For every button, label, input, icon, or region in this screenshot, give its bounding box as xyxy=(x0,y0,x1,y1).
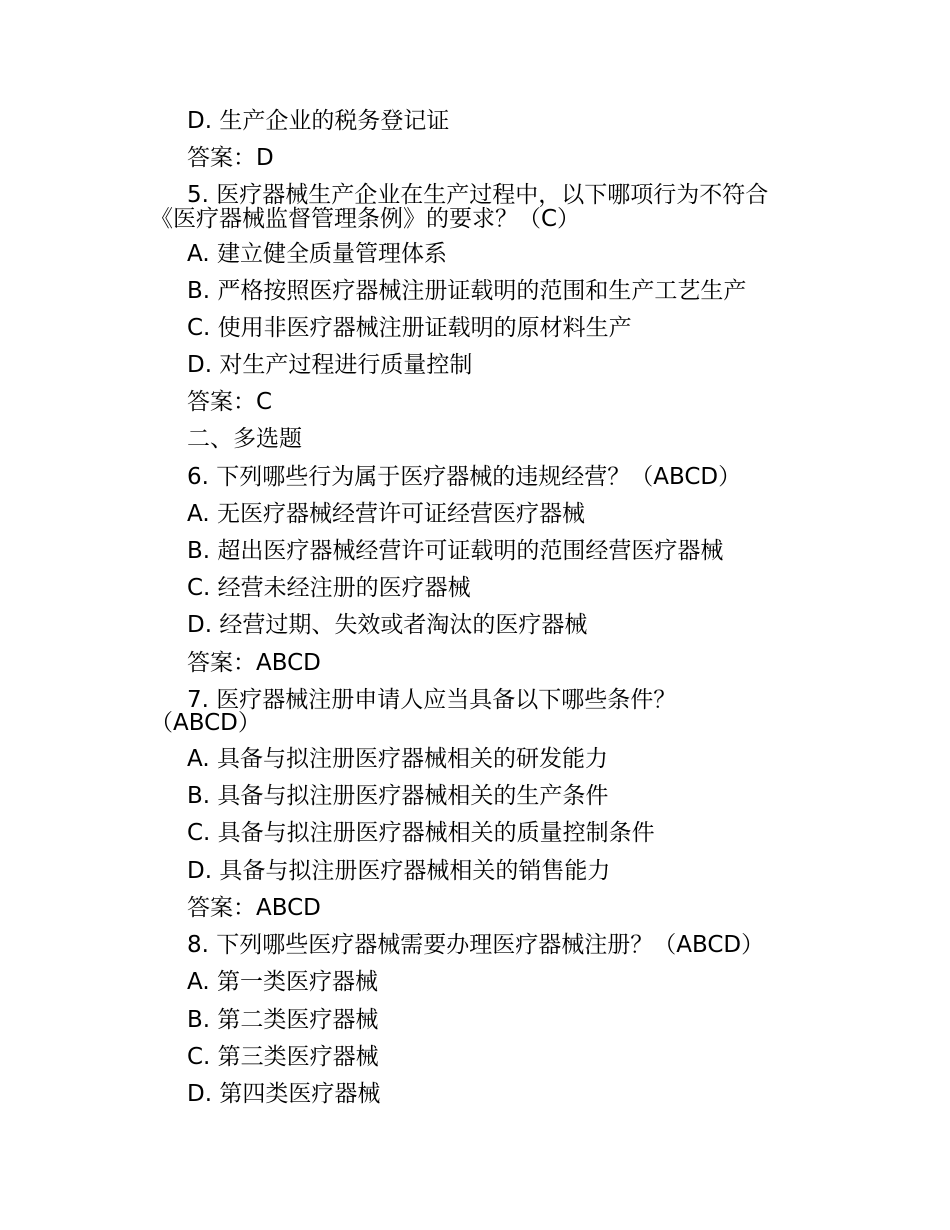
q5-question-line1: 5. 医疗器械生产企业在生产过程中，以下哪项行为不符合 xyxy=(187,182,769,208)
q6-answer: 答案：ABCD xyxy=(187,650,321,676)
q5-question-line2: 《医疗器械监督管理条例》的要求？（C） xyxy=(150,206,581,232)
q7-option-d: D. 具备与拟注册医疗器械相关的销售能力 xyxy=(187,858,611,884)
section-heading-multiple-choice: 二、多选题 xyxy=(187,426,302,452)
q4-option-d: D. 生产企业的税务登记证 xyxy=(187,108,450,134)
q7-option-c: C. 具备与拟注册医疗器械相关的质量控制条件 xyxy=(187,820,655,846)
q6-option-c: C. 经营未经注册的医疗器械 xyxy=(187,575,471,601)
q6-question: 6. 下列哪些行为属于医疗器械的违规经营？（ABCD） xyxy=(187,464,742,490)
q7-question-line1: 7. 医疗器械注册申请人应当具备以下哪些条件？ xyxy=(187,687,677,713)
q5-option-d: D. 对生产过程进行质量控制 xyxy=(187,352,473,378)
q7-option-a: A. 具备与拟注册医疗器械相关的研发能力 xyxy=(187,746,608,772)
q8-option-d: D. 第四类医疗器械 xyxy=(187,1081,381,1107)
q8-option-b: B. 第二类医疗器械 xyxy=(187,1007,379,1033)
q7-answer: 答案：ABCD xyxy=(187,895,321,921)
q6-option-a: A. 无医疗器械经营许可证经营医疗器械 xyxy=(187,501,585,527)
q5-option-b: B. 严格按照医疗器械注册证载明的范围和生产工艺生产 xyxy=(187,278,747,304)
q8-option-a: A. 第一类医疗器械 xyxy=(187,969,378,995)
q8-option-c: C. 第三类医疗器械 xyxy=(187,1044,379,1070)
q7-option-b: B. 具备与拟注册医疗器械相关的生产条件 xyxy=(187,783,609,809)
q6-option-d: D. 经营过期、失效或者淘汰的医疗器械 xyxy=(187,612,588,638)
q5-option-c: C. 使用非医疗器械注册证载明的原材料生产 xyxy=(187,315,632,341)
q4-answer: 答案：D xyxy=(187,145,274,171)
q8-question: 8. 下列哪些医疗器械需要办理医疗器械注册？（ABCD） xyxy=(187,932,765,958)
q7-question-line2: （ABCD） xyxy=(150,710,261,736)
q6-option-b: B. 超出医疗器械经营许可证载明的范围经营医疗器械 xyxy=(187,538,724,564)
q5-answer: 答案：C xyxy=(187,389,273,415)
q5-option-a: A. 建立健全质量管理体系 xyxy=(187,241,447,267)
